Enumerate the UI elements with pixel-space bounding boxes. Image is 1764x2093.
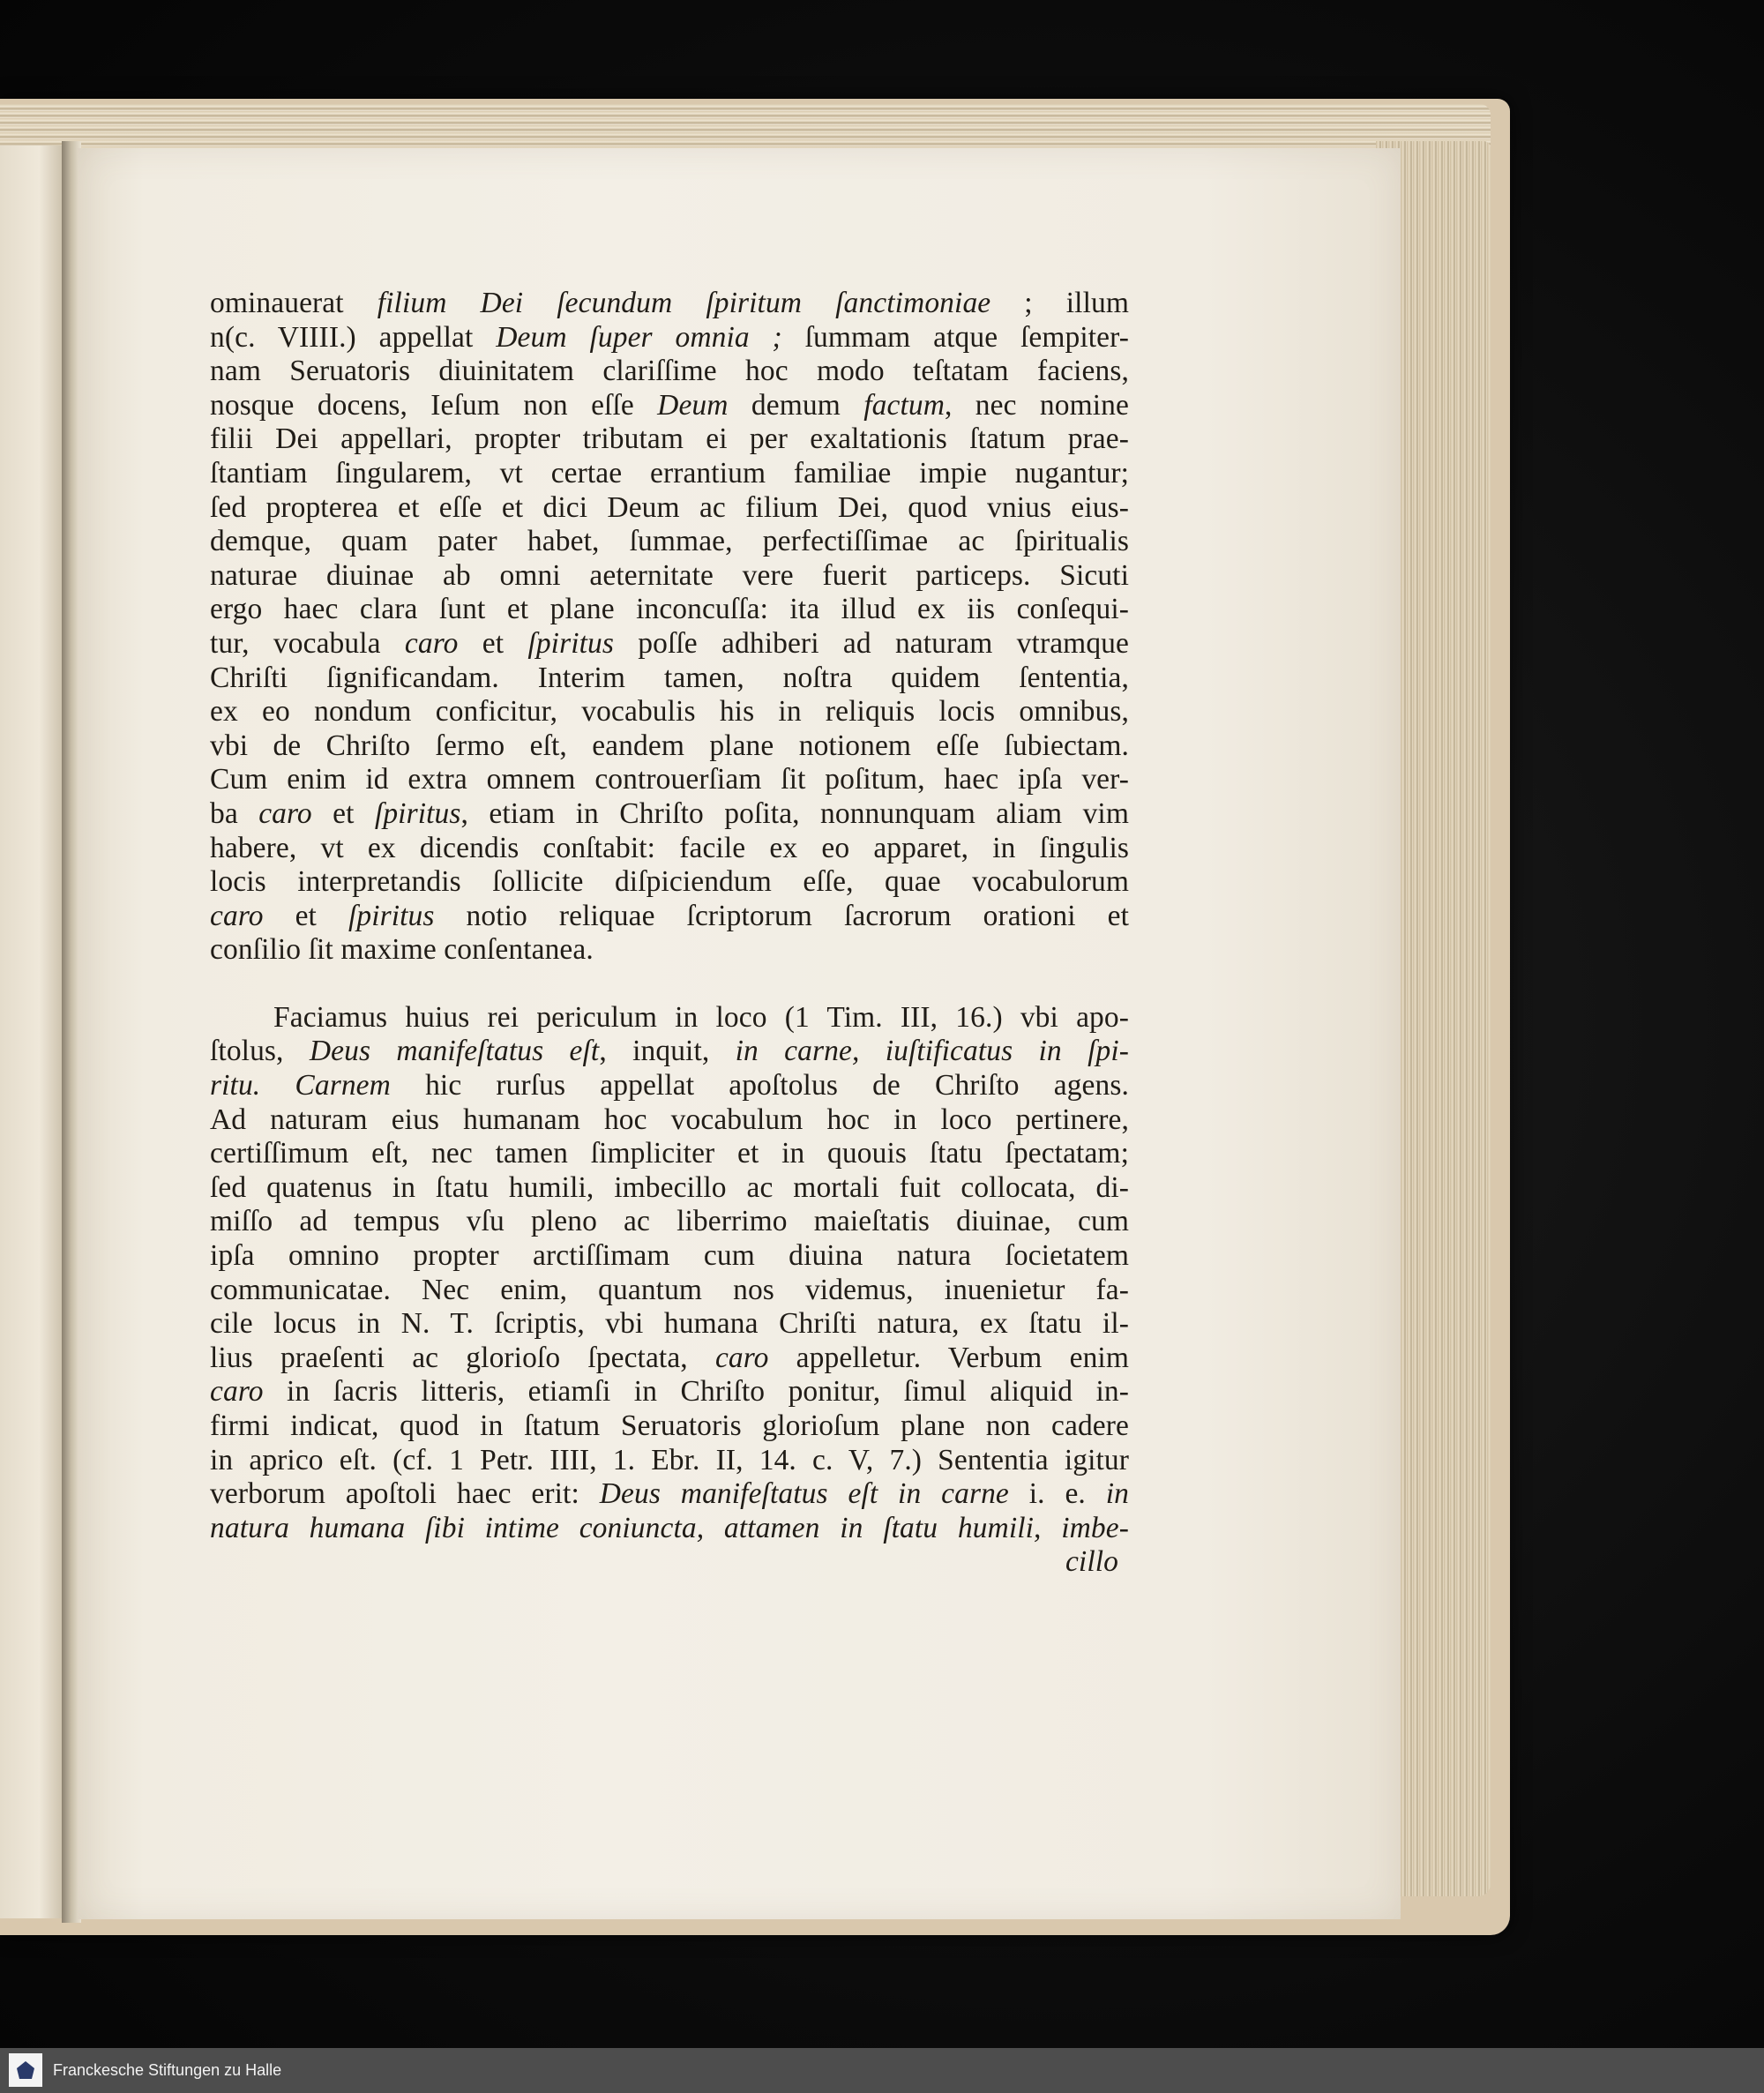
italic-run: caro — [210, 1375, 264, 1409]
text-line — [210, 1001, 1129, 1035]
paragraph-1 — [210, 287, 1129, 968]
text-line — [210, 525, 1129, 559]
logo-mark — [17, 2061, 34, 2079]
text-line — [210, 695, 1129, 729]
text-run: et — [311, 796, 375, 830]
page-stack-top-edge — [0, 104, 1491, 150]
text-run: ergo haec clara ſunt et plane inconcuſſa: ita illud ex iis conſequi- — [210, 593, 1129, 626]
text-line — [210, 593, 1129, 627]
text-line — [210, 729, 1129, 764]
text-run: conſilio ſit maxime conſentanea. — [210, 933, 594, 967]
text-line — [210, 1375, 1129, 1409]
text-line — [210, 662, 1129, 696]
text-run: ſed quatenus in ſtatu humili, imbecillo ac mortali fuit collocata, di- — [210, 1170, 1129, 1204]
text-run: appelletur. Verbum enim — [768, 1341, 1129, 1374]
italic-run: natura humana ſibi intime coniuncta, attamen in ſtatu humili, imbe- — [210, 1511, 1129, 1544]
text-line — [210, 1171, 1129, 1206]
italic-run: caro — [210, 899, 264, 932]
text-run: naturae diuinae ab omni aeternitate vere fuerit particeps. Sicuti — [210, 558, 1129, 592]
italic-run: ſpiritus — [374, 796, 461, 830]
text-run: poſſe adhiberi ad naturam vtramque — [614, 626, 1129, 660]
text-run: notio reliquae ſcriptorum ſacrorum orationi et — [434, 899, 1130, 932]
text-line — [210, 933, 1129, 968]
italic-run: Deum ſuper omnia ; — [496, 320, 782, 354]
italic-run: Deum — [657, 388, 729, 422]
text-line — [210, 865, 1129, 900]
text-run: tur, vocabula — [210, 626, 405, 660]
italic-run: caro — [404, 626, 459, 660]
text-line — [210, 559, 1129, 594]
text-run: vbi de Chriſto ſermo eſt, eandem plane notionem eſſe ſubiectam. — [210, 729, 1129, 762]
text-line — [210, 1477, 1129, 1512]
text-run: Cum enim id extra omnem controuerſiam ſit poſitum, haec ipſa ver- — [210, 763, 1129, 796]
text-run: in aprico eſt. (cf. 1 Petr. IIII, 1. Ebr. II, 14. c. V, 7.) Sententia igitur — [210, 1443, 1129, 1476]
text-run: demque, quam pater habet, ſummae, perfectiſſimae ac ſpiritualis — [210, 525, 1129, 558]
footer-title[interactable]: Franckesche Stiftungen zu Halle — [53, 2061, 282, 2079]
text-line — [210, 797, 1129, 832]
text-run: cile locus in N. T. ſcriptis, vbi humana Chriſti natura, ex ſtatu il- — [210, 1307, 1129, 1341]
text-run: nosque docens, Ieſum non eſſe — [210, 388, 658, 422]
text-run: verborum apoſtoli haec erit: — [210, 1477, 600, 1511]
italic-run: filium Dei ſecundum ſpiritum ſanctimoniae — [377, 287, 991, 319]
text-line — [210, 1274, 1129, 1308]
text-line — [210, 1512, 1129, 1546]
text-run: ominauerat — [210, 287, 377, 319]
italic-run: Carnem — [295, 1069, 391, 1103]
italic-run: in carne, iuſtificatus in ſpi- — [735, 1035, 1129, 1068]
text-run: miſſo ad tempus vſu pleno ac liberrimo maieſtatis diuinae, cum — [210, 1205, 1129, 1238]
text-line — [210, 900, 1129, 934]
text-run: ba — [210, 796, 259, 830]
text-run: communicatae. Nec enim, quantum nos videmus, inuenietur fa- — [210, 1273, 1129, 1306]
text-run: Chriſti ſignificandam. Interim tamen, noſtra quidem ſententia, — [210, 661, 1129, 694]
italic-run: ſpiritus — [348, 899, 435, 932]
italic-run: in — [1105, 1477, 1129, 1511]
text-run: ſtantiam ſingularem, vt certae errantium familiae impie nugantur; — [210, 456, 1129, 490]
text-run: ſed propterea et eſſe et dici Deum ac filium Dei, quod vnius eius- — [210, 490, 1129, 524]
text-run: nam Seruatoris diuinitatem clariſſime hoc modo teſtatam faciens, — [210, 355, 1129, 388]
text-run: ſtolus, — [210, 1035, 310, 1068]
text-line — [210, 321, 1129, 355]
text-run: firmi indicat, quod in ſtatum Seruatoris glorioſum plane non cadere — [210, 1409, 1129, 1442]
text-run: demum — [728, 388, 864, 422]
italic-run: factum — [863, 388, 945, 422]
text-run — [260, 1069, 295, 1102]
text-line — [210, 627, 1129, 662]
text-run: , etiam in Chriſto poſita, nonnunquam aliam vim — [460, 796, 1129, 830]
text-run: et — [263, 899, 348, 932]
text-line — [210, 1239, 1129, 1274]
text-run: in ſacris litteris, etiamſi in Chriſto ponitur, ſimul aliquid in- — [263, 1375, 1129, 1409]
italic-run: Deus manifeſtatus eſt in carne — [599, 1477, 1009, 1511]
text-run: hic rurſus appellat apoſtolus de Chriſto agens. — [390, 1069, 1129, 1103]
text-run: i. e. — [1008, 1477, 1106, 1511]
text-run: Faciamus huius rei periculum in loco (1 Tim. III, 16.) vbi apo- — [273, 1000, 1129, 1034]
text-run: n(c. VIIII.) appellat — [210, 320, 497, 354]
italic-run: ritu. — [210, 1069, 261, 1103]
text-line — [210, 1205, 1129, 1239]
text-line — [210, 1103, 1129, 1138]
text-line — [210, 1035, 1129, 1069]
paragraph-2 — [210, 1001, 1129, 1546]
text-line — [210, 491, 1129, 526]
paragraph-gap — [210, 968, 1129, 1001]
text-run: certiſſimum eſt, nec tamen ſimpliciter et in quouis ſtatu ſpectatam; — [210, 1137, 1129, 1170]
italic-run: caro — [258, 796, 312, 830]
italic-run: Deus manifeſtatus eſt — [309, 1035, 600, 1068]
text-line — [210, 355, 1129, 389]
text-run: et — [458, 626, 528, 660]
text-line — [210, 763, 1129, 797]
text-run: filii Dei appellari, propter tributam ei per exaltationis ſtatum prae- — [210, 422, 1129, 456]
text-line — [210, 1342, 1129, 1376]
catchword: cillo — [1065, 1545, 1118, 1579]
text-run: , inquit, — [599, 1035, 736, 1068]
text-line — [210, 832, 1129, 866]
text-run: ipſa omnino propter arctiſſimam cum diuina natura ſocietatem — [210, 1239, 1129, 1273]
text-run: ex eo nondum conficitur, vocabulis his in reliquis locis omnibus, — [210, 695, 1129, 729]
text-line — [210, 1137, 1129, 1171]
text-run: lius praeſenti ac glorioſo ſpectata, — [210, 1341, 715, 1374]
italic-run: caro — [714, 1341, 769, 1374]
text-run: Ad naturam eius humanam hoc vocabulum hoc in loco pertinere, — [210, 1103, 1129, 1136]
text-line — [210, 1444, 1129, 1478]
italic-run: ſpiritus — [527, 626, 615, 660]
text-line — [210, 1307, 1129, 1342]
text-line — [210, 389, 1129, 423]
text-run: locis interpretandis ſollicite diſpiciendum eſſe, quae vocabulorum — [210, 865, 1129, 899]
text-line — [210, 457, 1129, 491]
text-line — [210, 1069, 1129, 1103]
text-run: ſummam atque ſempiter- — [781, 320, 1129, 354]
text-run: habere, vt ex dicendis conſtabit: facile ex eo apparet, in ſingulis — [210, 831, 1129, 864]
facing-page-strip — [0, 146, 65, 1918]
page-text — [210, 287, 1129, 1580]
text-run: ; illum — [990, 287, 1129, 319]
foundation-logo-icon[interactable] — [9, 2053, 42, 2087]
text-run: , nec nomine — [945, 388, 1129, 422]
text-line — [210, 1409, 1129, 1444]
text-line — [210, 422, 1129, 457]
text-line — [210, 287, 1129, 321]
